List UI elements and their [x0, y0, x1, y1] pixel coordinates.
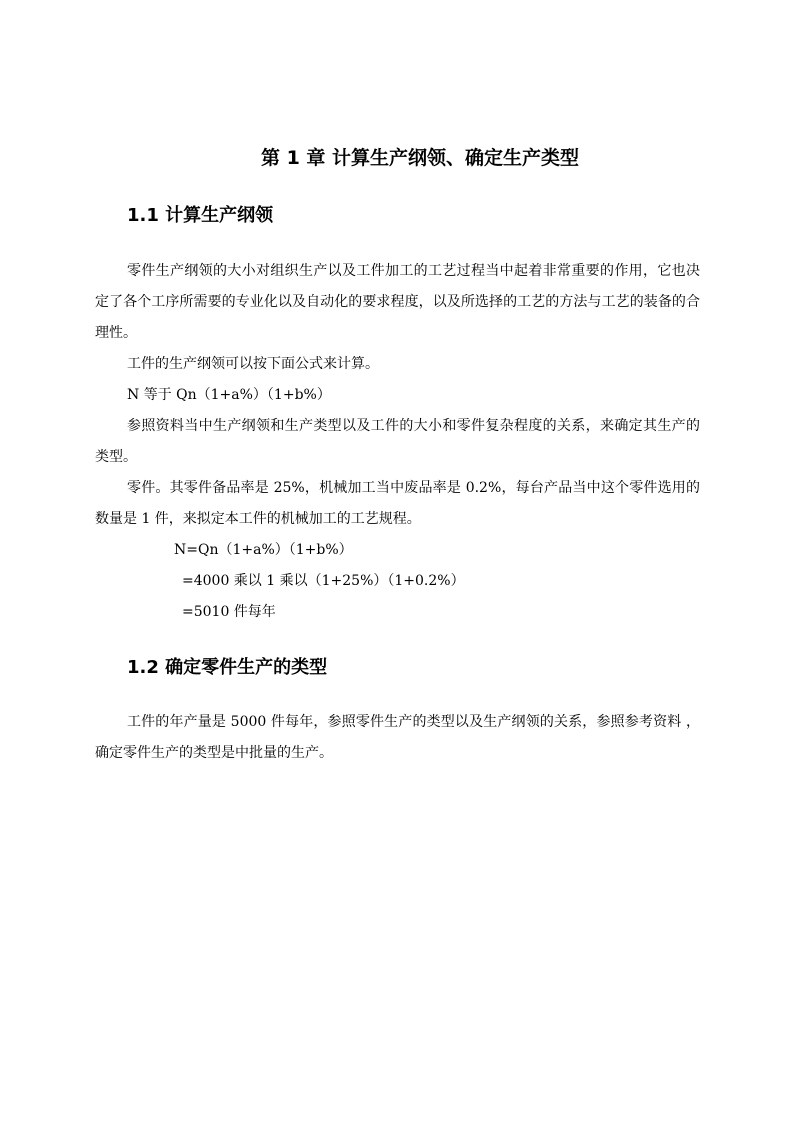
section-title-1-1: 1.1 计算生产纲领: [127, 205, 274, 226]
paragraph-formula-intro: 工件的生产纲领可以按下面公式来计算。: [127, 356, 379, 372]
paragraph-part-rates: 零件。其零件备品率是 25%，机械加工当中废品率是 0.2%，每台产品当中这个零件选用的数量是 1 件，来拟定本工件的机械加工的工艺规程。: [95, 480, 700, 527]
section-title-1-2: 1.2 确定零件生产的类型: [127, 657, 328, 678]
paragraph-reference-type: 参照资料当中生产纲领和生产类型以及工件的大小和零件复杂程度的关系，来确定其生产的类型。: [95, 418, 700, 465]
paragraph-production-type-result: 工件的年产量是 5000 件每年，参照零件生产的类型以及生产纲领的关系，参照参考资料 ，确定零件生产的类型是中批量的生产。: [95, 714, 700, 761]
chapter-title: 第 1 章 计算生产纲领、确定生产类型: [260, 147, 580, 169]
calc-line-substitution: =4000 乘以 1 乘以（1+25%）（1+0.2%）: [182, 573, 465, 589]
formula-general: N 等于 Qn（1+a%）（1+b%）: [127, 387, 331, 403]
paragraph-production-program-importance: 零件生产纲领的大小对组织生产以及工件加工的工艺过程当中起着非常重要的作用，它也决定了各个工序所需要的专业化以及自动化的要求程度，以及所选择的工艺的方法与工艺的装备的合理性。: [95, 263, 700, 341]
calc-line-result: =5010 件每年: [182, 604, 276, 620]
calc-line-formula: N=Qn（1+a%）（1+b%）: [174, 542, 353, 558]
